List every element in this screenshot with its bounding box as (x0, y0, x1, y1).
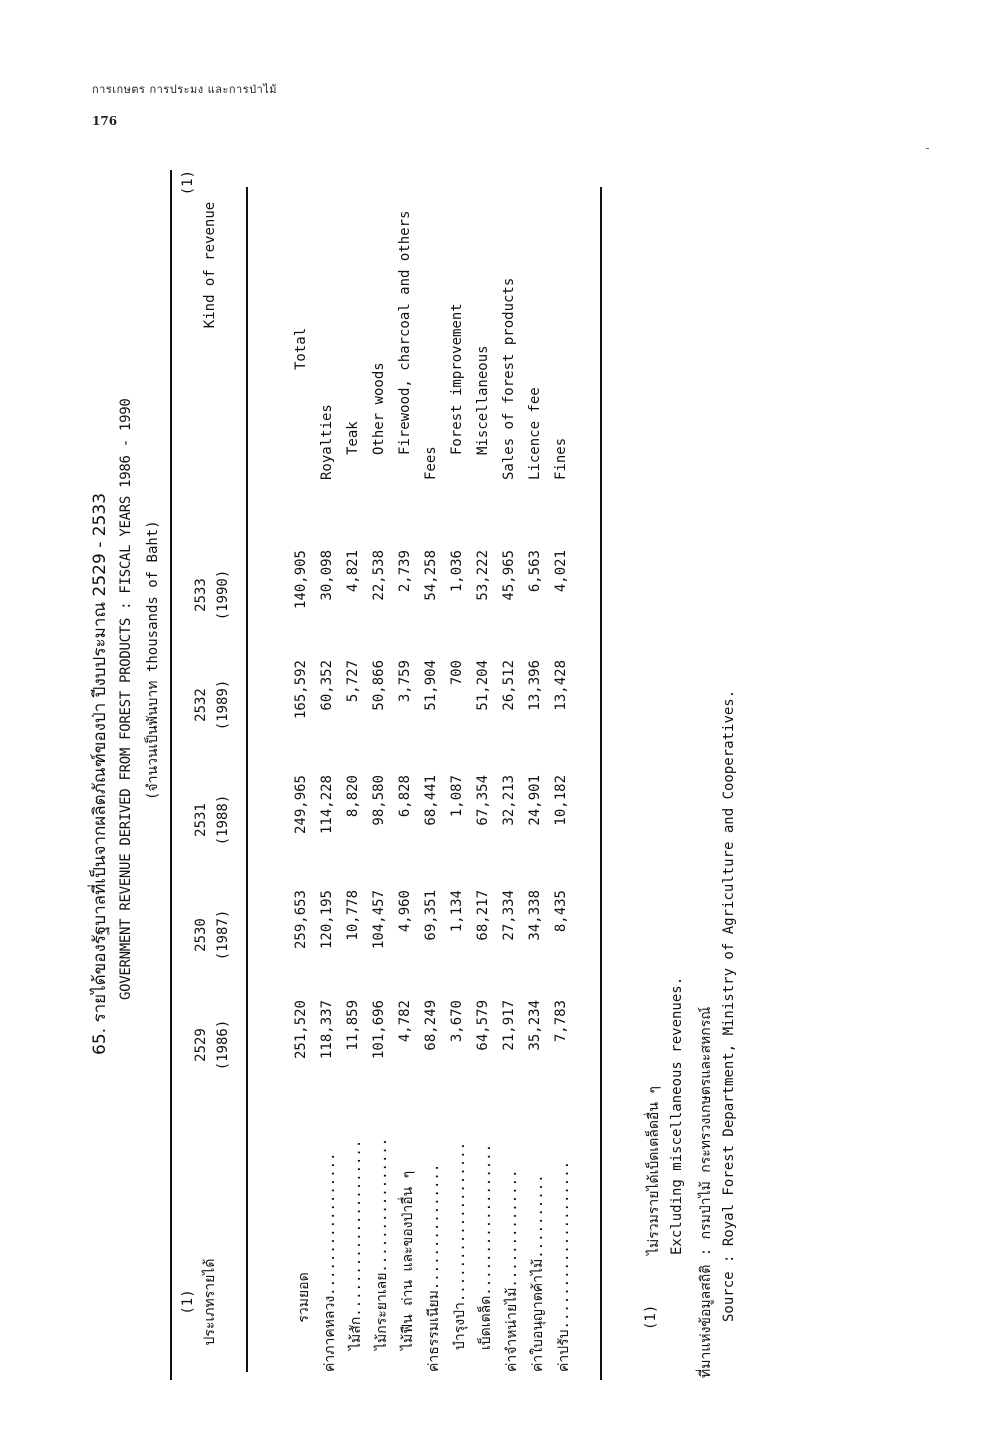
cell-value: 30,098 (319, 550, 335, 601)
header-kind-en-note: (1) (180, 170, 196, 196)
cell-value: 1,087 (449, 775, 465, 818)
cell-value: 21,917 (501, 1000, 517, 1051)
row-label-th: เบ็ดเตล็ด.................. (478, 1143, 494, 1350)
table-row (420, 160, 446, 1380)
header-year-th: 2533 (193, 578, 209, 612)
header-kind-th-note: (1) (180, 1289, 196, 1315)
cell-value: 64,579 (475, 1000, 491, 1051)
footnote-marker: (1) (643, 1304, 659, 1330)
cell-value: 8,435 (553, 890, 569, 933)
cell-value: 68,441 (423, 775, 439, 826)
cell-value: 27,334 (501, 890, 517, 941)
cell-value: 10,778 (345, 890, 361, 941)
row-label-th: ไม้กระยาเลย................ (374, 1137, 390, 1350)
cell-value: 45,965 (501, 550, 517, 601)
table-bottom-rule (600, 187, 602, 1380)
row-label-th: ค่าธรรมเนียม............... (426, 1163, 442, 1372)
header-year-3 (190, 775, 234, 865)
header-year-1 (190, 1000, 234, 1090)
header-year-th: 2532 (193, 688, 209, 722)
header-year-th: 2530 (193, 918, 209, 952)
cell-value: 4,960 (397, 890, 413, 933)
cell-value: 68,217 (475, 890, 491, 941)
table-title-en: GOVERNMENT REVENUE DERIVED FROM FOREST PRODUCTS : FISCAL YEARS 1986 - 1990 (118, 398, 134, 1000)
row-label-en: Total (293, 327, 309, 370)
table-row (394, 160, 420, 1380)
table-row (472, 160, 498, 1380)
row-label-en: Firewood, charcoal and others (397, 210, 413, 455)
cell-value: 249,965 (293, 775, 309, 835)
cell-value: 1,036 (449, 550, 465, 593)
header-kind-en (177, 170, 221, 360)
cell-value: 165,592 (293, 660, 309, 720)
source-th: ที่มาแห่งข้อมูลสถิติ : กรมป่าไม้ กระทรวงเกษตรและสหกรณ์ (698, 1006, 714, 1378)
cell-value: 26,512 (501, 660, 517, 711)
row-label-th: ค่าปรับ.................... (556, 1160, 572, 1372)
header-year-5 (190, 550, 234, 640)
cell-value: 68,249 (423, 1000, 439, 1051)
cell-value: 98,580 (371, 775, 387, 826)
cell-value: 3,759 (397, 660, 413, 703)
row-label-th: รวมยอด (296, 1272, 312, 1323)
cell-value: 4,821 (345, 550, 361, 593)
row-label-en: Fines (553, 437, 569, 480)
cell-value: 4,021 (553, 550, 569, 593)
row-label-en: Teak (345, 421, 361, 455)
cell-value: 22,538 (371, 550, 387, 601)
cell-value: 120,195 (319, 890, 335, 950)
cell-value: 140,905 (293, 550, 309, 610)
cell-value: 32,213 (501, 775, 517, 826)
cell-value: 6,563 (527, 550, 543, 593)
cell-value: 35,234 (527, 1000, 543, 1051)
row-label-th: ไม้ฟืน ถ่าน และของป่าอื่น ๆ (400, 1170, 416, 1350)
header-kind-th-label: ประเภทรายได้ (202, 1258, 218, 1346)
header-year-en: (1987) (215, 909, 231, 961)
cell-value: 2,739 (397, 550, 413, 593)
cell-value: 118,337 (319, 1000, 335, 1060)
table-row (290, 160, 316, 1380)
header-kind-en-label: Kind of revenue (202, 201, 218, 329)
stray-mark (926, 148, 929, 149)
cell-value: 13,428 (553, 660, 569, 711)
cell-value: 69,351 (423, 890, 439, 941)
cell-value: 34,338 (527, 890, 543, 941)
cell-value: 53,222 (475, 550, 491, 601)
page-number: 176 (92, 114, 118, 128)
cell-value: 101,696 (371, 1000, 387, 1060)
table-row (368, 160, 394, 1380)
cell-value: 50,866 (371, 660, 387, 711)
row-label-th: ค่าใบอนุญาตค้าไม้.......... (530, 1174, 546, 1372)
source-en: Source : Royal Forest Department, Ministry of Agriculture and Cooperatives. (721, 689, 737, 1322)
row-label-en: Royalties (319, 404, 335, 480)
running-head: การเกษตร การประมง และการป่าไม้ (92, 83, 278, 96)
cell-value: 114,228 (319, 775, 335, 835)
cell-value: 60,352 (319, 660, 335, 711)
cell-value: 54,258 (423, 550, 439, 601)
header-year-en: (1986) (215, 1019, 231, 1071)
header-year-th: 2531 (193, 803, 209, 837)
table-row (524, 160, 550, 1380)
rotated-table-page (80, 160, 800, 1380)
cell-value: 24,901 (527, 775, 543, 826)
header-kind-th (177, 1222, 221, 1382)
row-label-en: Licence fee (527, 387, 543, 480)
table-top-rule (170, 170, 172, 1380)
row-label-th: ค่าภาคหลวง................. (322, 1152, 338, 1372)
row-label-th: ค่าจำหน่ายไม้.............. (504, 1169, 520, 1372)
table-row (498, 160, 524, 1380)
cell-value: 8,820 (345, 775, 361, 818)
cell-value: 5,727 (345, 660, 361, 703)
footnote-th: ไม่รวมรายได้เบ็ดเตล็ดอื่น ๆ (646, 1086, 662, 1255)
header-year-en: (1989) (215, 679, 231, 731)
cell-value: 13,396 (527, 660, 543, 711)
cell-value: 51,204 (475, 660, 491, 711)
cell-value: 4,782 (397, 1000, 413, 1043)
table-row (316, 160, 342, 1380)
row-label-th: ไม้สัก..................... (348, 1139, 364, 1350)
row-label-en: Other woods (371, 362, 387, 455)
table-row (550, 160, 576, 1380)
cell-value: 10,182 (553, 775, 569, 826)
cell-value: 51,904 (423, 660, 439, 711)
cell-value: 1,134 (449, 890, 465, 933)
row-label-th: บำรุงป่า................... (452, 1142, 468, 1350)
cell-value: 67,354 (475, 775, 491, 826)
cell-value: 700 (449, 660, 465, 686)
table-header-rule (246, 187, 248, 1372)
row-label-en: Miscellaneous (475, 345, 491, 455)
cell-value: 251,520 (293, 1000, 309, 1060)
table-unit: (จำนวนเป็นพันบาท thousands of Baht) (145, 520, 161, 800)
table-row (342, 160, 368, 1380)
row-label-en: Sales of forest products (501, 277, 517, 480)
cell-value: 104,457 (371, 890, 387, 950)
cell-value: 7,783 (553, 1000, 569, 1043)
header-year-en: (1988) (215, 794, 231, 846)
footnote-en: Excluding miscellaneous revenues. (669, 976, 685, 1255)
header-year-th: 2529 (193, 1028, 209, 1062)
table-row (446, 160, 472, 1380)
header-year-2 (190, 890, 234, 980)
row-label-en: Fees (423, 446, 439, 480)
header-year-en: (1990) (215, 569, 231, 621)
cell-value: 259,653 (293, 890, 309, 950)
cell-value: 11,859 (345, 1000, 361, 1051)
cell-value: 6,828 (397, 775, 413, 818)
cell-value: 3,670 (449, 1000, 465, 1043)
row-label-en: Forest improvement (449, 303, 465, 455)
table-title-th: 65. รายได้ของรัฐบาลที่เป็นจากผลิตภัณฑ์ของป่า ปีงบประมาณ 2529 - 2533 (90, 492, 110, 1055)
header-year-4 (190, 660, 234, 750)
